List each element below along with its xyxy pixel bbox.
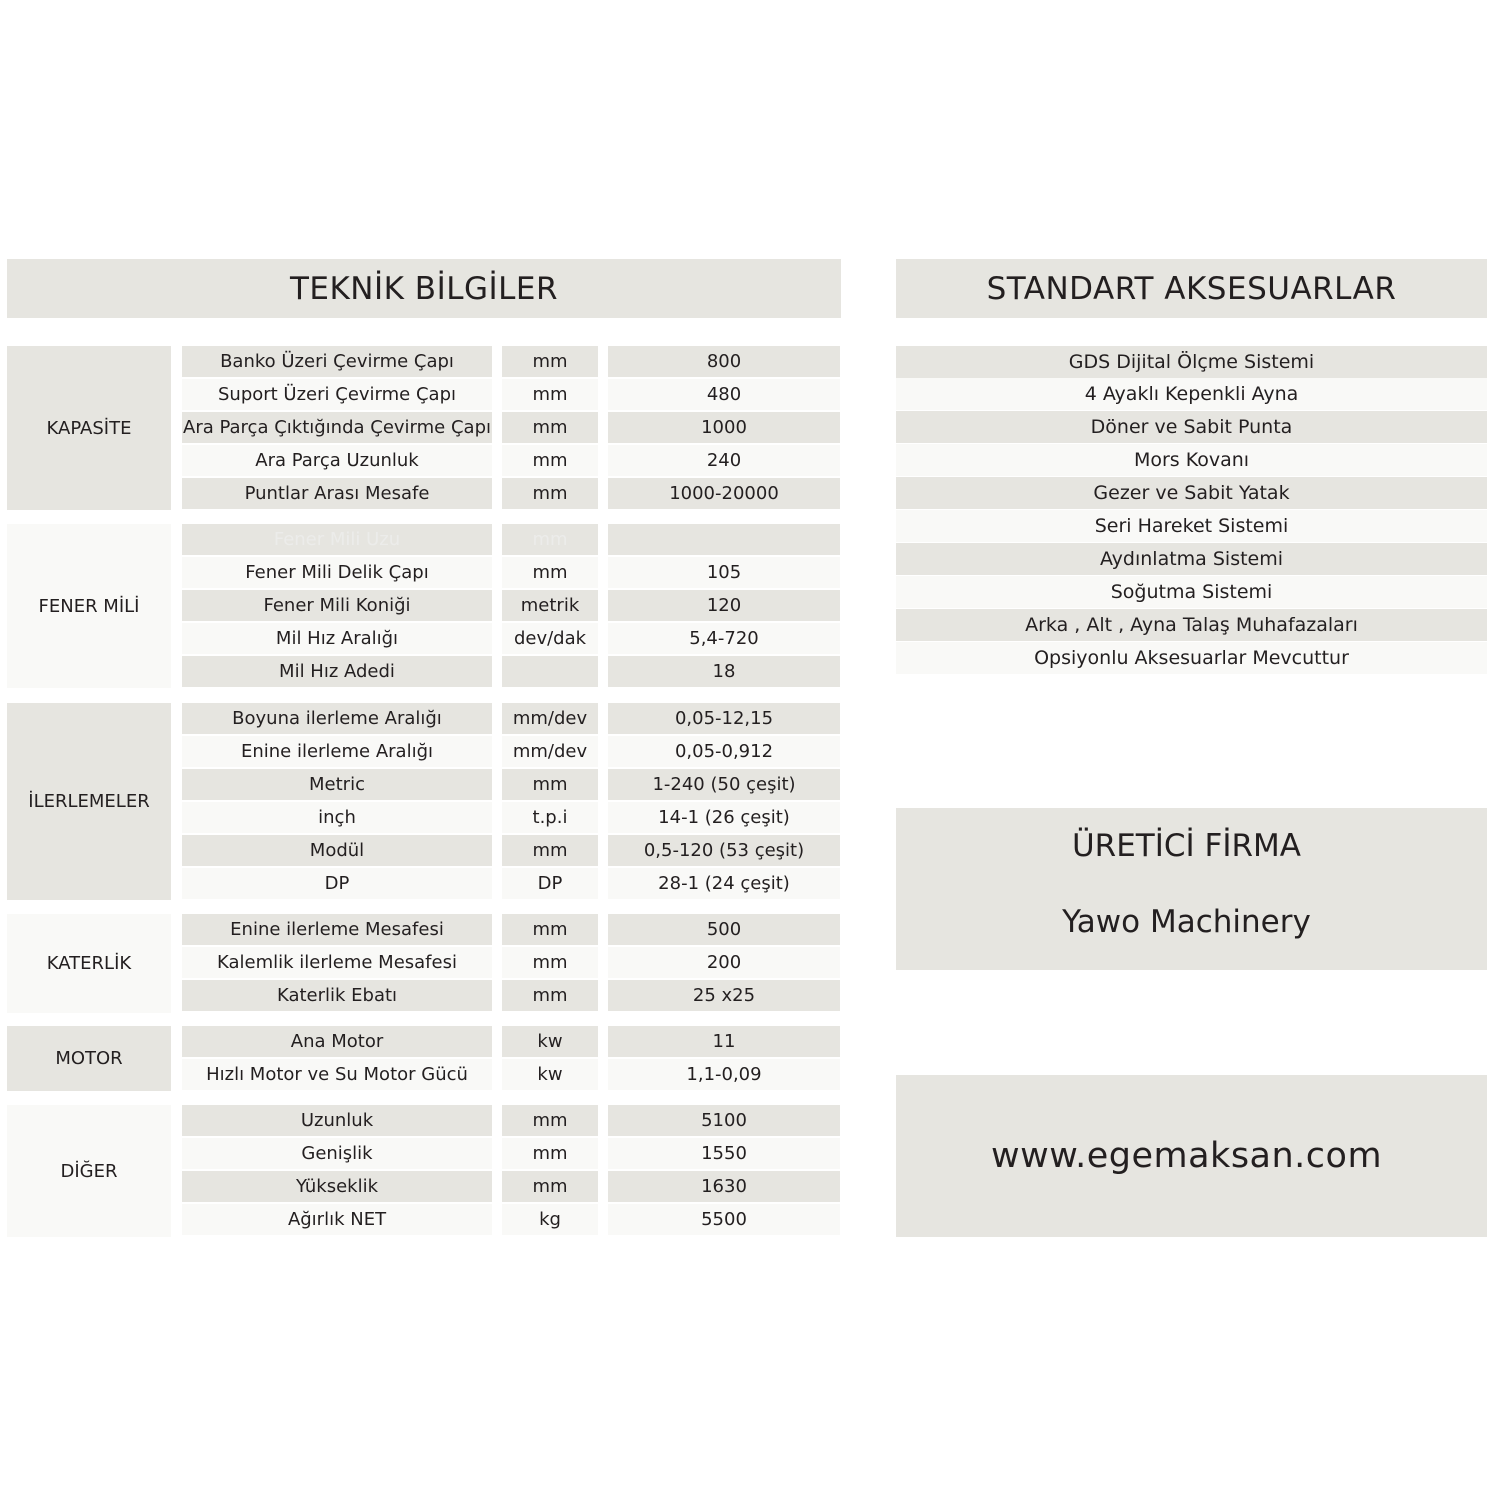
table-cell-unit: mm	[502, 557, 598, 588]
table-cell-unit: kw	[502, 1059, 598, 1090]
group-label-ilerlemeler: İLERLEMELER	[7, 703, 171, 900]
accessory-item: Opsiyonlu Aksesuarlar Mevcuttur	[896, 642, 1487, 674]
table-cell-unit: mm	[502, 835, 598, 866]
website-link[interactable]: www.egemaksan.com	[990, 1136, 1383, 1176]
table-cell-value: 1-240 (50 çeşit)	[608, 769, 840, 800]
manufacturer-box	[896, 808, 1487, 970]
manufacturer-name: Yawo Machinery	[1062, 904, 1311, 940]
table-cell-unit: mm/dev	[502, 703, 598, 734]
table-cell-unit: DP	[502, 868, 598, 899]
technical-title: TEKNİK BİLGİLER	[7, 259, 841, 318]
table-cell-value: 0,05-12,15	[608, 703, 840, 734]
table-cell-value: 25 x25	[608, 980, 840, 1011]
table-cell-name: Yükseklik	[182, 1171, 492, 1202]
table-cell-unit: mm	[502, 1105, 598, 1136]
group-label-kapasite: KAPASİTE	[7, 346, 171, 510]
table-cell-value: 105	[608, 557, 840, 588]
accessory-item: Döner ve Sabit Punta	[896, 411, 1487, 443]
table-cell-unit: mm	[502, 346, 598, 377]
table-cell-unit	[502, 656, 598, 687]
table-cell-unit: t.p.i	[502, 802, 598, 833]
table-cell-name: Ağırlık NET	[182, 1204, 492, 1235]
table-cell-name: Banko Üzeri Çevirme Çapı	[182, 346, 492, 377]
table-cell-name: Fener Mili Uzu	[182, 524, 492, 555]
table-cell-name: Ara Parça Çıktığında Çevirme Çapı	[182, 412, 492, 443]
table-cell-unit: metrik	[502, 590, 598, 621]
table-cell-unit: mm	[502, 914, 598, 945]
table-cell-unit: mm	[502, 769, 598, 800]
group-label-katerlik: KATERLİK	[7, 914, 171, 1013]
table-cell-name: Mil Hız Aralığı	[182, 623, 492, 654]
table-cell-unit: mm	[502, 478, 598, 509]
table-cell-name: Hızlı Motor ve Su Motor Gücü	[182, 1059, 492, 1090]
table-cell-unit: mm	[502, 379, 598, 410]
table-cell-value: 18	[608, 656, 840, 687]
accessory-item: GDS Dijital Ölçme Sistemi	[896, 346, 1487, 378]
table-cell-unit: mm	[502, 1171, 598, 1202]
table-cell-value: 0,5-120 (53 çeşit)	[608, 835, 840, 866]
table-cell-name: Enine ilerleme Aralığı	[182, 736, 492, 767]
accessory-item: Gezer ve Sabit Yatak	[896, 477, 1487, 509]
table-cell-unit: mm	[502, 947, 598, 978]
table-cell-name: Metric	[182, 769, 492, 800]
accessory-item: Seri Hareket Sistemi	[896, 510, 1487, 542]
table-cell-value: 1550	[608, 1138, 840, 1169]
table-cell-value: 1000	[608, 412, 840, 443]
table-cell-value	[608, 524, 840, 555]
table-cell-name: Fener Mili Delik Çapı	[182, 557, 492, 588]
group-label-fener-mili: FENER MİLİ	[7, 524, 171, 688]
table-cell-name: Boyuna ilerleme Aralığı	[182, 703, 492, 734]
table-cell-value: 200	[608, 947, 840, 978]
group-label-diger: DİĞER	[7, 1105, 171, 1237]
table-cell-name: Uzunluk	[182, 1105, 492, 1136]
table-cell-name: Mil Hız Adedi	[182, 656, 492, 687]
table-cell-name: Kalemlik ilerleme Mesafesi	[182, 947, 492, 978]
table-cell-value: 240	[608, 445, 840, 476]
table-cell-value: 14-1 (26 çeşit)	[608, 802, 840, 833]
table-cell-unit: mm	[502, 980, 598, 1011]
table-cell-value: 800	[608, 346, 840, 377]
table-cell-value: 28-1 (24 çeşit)	[608, 868, 840, 899]
table-cell-value: 1000-20000	[608, 478, 840, 509]
table-cell-value: 11	[608, 1026, 840, 1057]
table-cell-value: 500	[608, 914, 840, 945]
group-label-motor: MOTOR	[7, 1026, 171, 1091]
table-cell-value: 1630	[608, 1171, 840, 1202]
accessory-item: 4 Ayaklı Kepenkli Ayna	[896, 378, 1487, 410]
website-box	[896, 1075, 1487, 1237]
table-cell-value: 5,4-720	[608, 623, 840, 654]
accessories-title: STANDART AKSESUARLAR	[896, 259, 1487, 318]
table-cell-value: 5100	[608, 1105, 840, 1136]
table-cell-unit: kg	[502, 1204, 598, 1235]
table-cell-unit: mm	[502, 1138, 598, 1169]
table-cell-value: 1,1-0,09	[608, 1059, 840, 1090]
table-cell-unit: mm/dev	[502, 736, 598, 767]
table-cell-unit: mm	[502, 445, 598, 476]
table-cell-unit: kw	[502, 1026, 598, 1057]
accessory-item: Arka , Alt , Ayna Talaş Muhafazaları	[896, 609, 1487, 641]
table-cell-name: Enine ilerleme Mesafesi	[182, 914, 492, 945]
table-cell-value: 480	[608, 379, 840, 410]
table-cell-value: 120	[608, 590, 840, 621]
table-cell-name: Ara Parça Uzunluk	[182, 445, 492, 476]
table-cell-value: 0,05-0,912	[608, 736, 840, 767]
table-cell-name: Katerlik Ebatı	[182, 980, 492, 1011]
table-cell-name: Modül	[182, 835, 492, 866]
table-cell-name: Genişlik	[182, 1138, 492, 1169]
table-cell-value: 5500	[608, 1204, 840, 1235]
table-cell-name: Ana Motor	[182, 1026, 492, 1057]
manufacturer-title: ÜRETİCİ FİRMA	[1071, 828, 1301, 864]
accessory-item: Soğutma Sistemi	[896, 576, 1487, 608]
table-cell-name: Fener Mili Koniği	[182, 590, 492, 621]
table-cell-unit: mm	[502, 412, 598, 443]
table-cell-name: inçh	[182, 802, 492, 833]
table-cell-unit: dev/dak	[502, 623, 598, 654]
table-cell-name: Suport Üzeri Çevirme Çapı	[182, 379, 492, 410]
table-cell-name: DP	[182, 868, 492, 899]
accessory-item: Aydınlatma Sistemi	[896, 543, 1487, 575]
table-cell-unit: mm	[502, 524, 598, 555]
table-cell-name: Puntlar Arası Mesafe	[182, 478, 492, 509]
accessory-item: Mors Kovanı	[896, 444, 1487, 476]
